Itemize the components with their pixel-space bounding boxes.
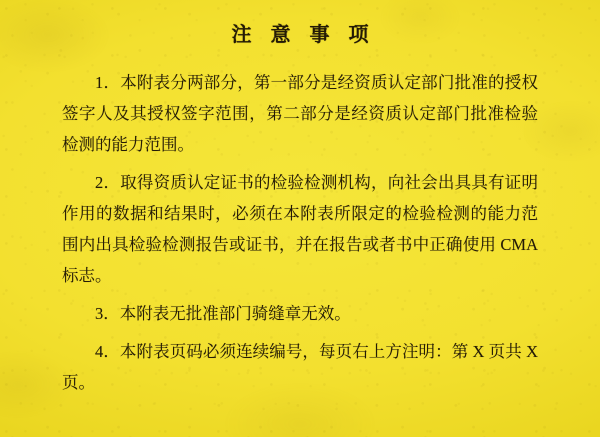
notice-paragraph-1: 1．本附表分两部分，第一部分是经资质认定部门批准的授权签字人及其授权签字范围，第二部分是经资质认定部门批准检验检测的能力范围。 bbox=[62, 73, 538, 154]
notice-paragraph-list bbox=[62, 67, 538, 398]
notice-paragraph-2: 2．取得资质认定证书的检验检测机构，向社会出具具有证明作用的数据和结果时，必须在本附表所限定的检验检测的能力范围内出具检验检测报告或证书，并在报告或者书中正确使用 CMA 标志。 bbox=[62, 173, 538, 285]
notice-paragraph-4: 4．本附表页码必须连续编号，每页右上方注明：第 X 页共 X 页。 bbox=[62, 342, 538, 392]
document-content bbox=[0, 18, 600, 398]
notice-paragraph-3: 3．本附表无批准部门骑缝章无效。 bbox=[95, 304, 351, 323]
page-title: 注 意 事 项 bbox=[231, 24, 376, 46]
